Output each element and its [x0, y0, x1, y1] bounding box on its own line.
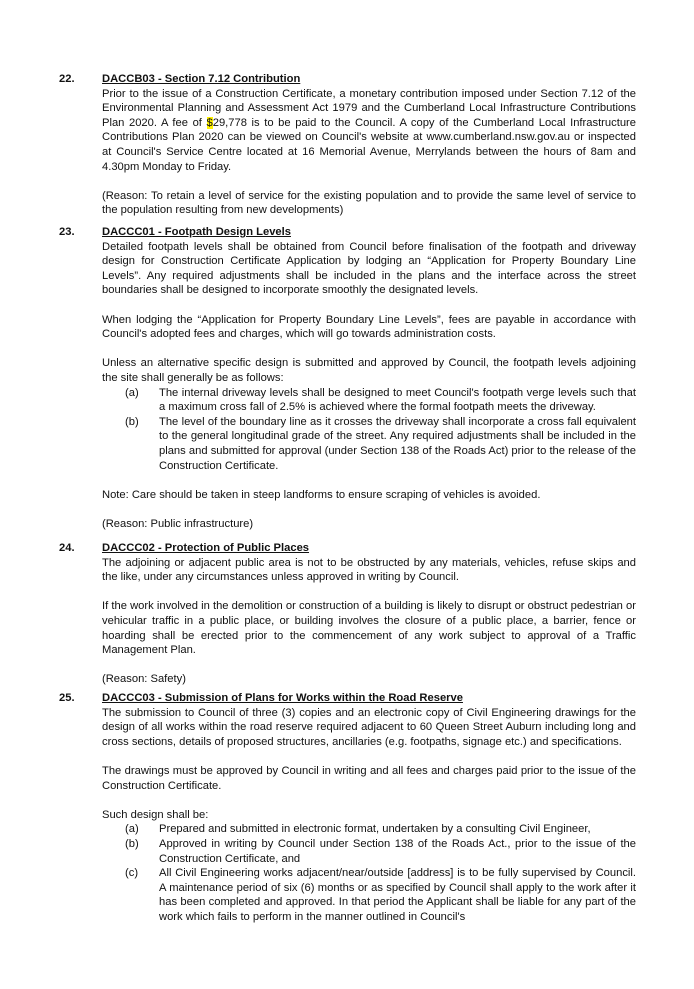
text-run: Prior to the issue of a Construction Certificate, a monetary contribution imposed under Section 7.12 of the Environmental Planning and Assessment Act 1979 and the Cumberland Local Infrastructure Contributions Plan 2020. A fee of: [102, 87, 636, 129]
list-item-label: (a): [125, 386, 139, 399]
list-item-label: (b): [125, 415, 139, 428]
list-item-text: Approved in writing by Council under Section 138 of the Roads Act., prior to the issue of the Construction Certificate, and: [159, 837, 636, 865]
clause-title: DACCC01 - Footpath Design Levels: [102, 226, 291, 238]
list-item-text: The level of the boundary line as it crosses the driveway shall incorporate a cross fall equivalent to the general longitudinal grade of the street. Any required adjustments shall be included in the plans and submitted for approval (under Section 138 of the Roads Act) prior to the release of the Construction Certificate.: [159, 415, 636, 472]
clause-body: [102, 225, 636, 531]
clause-title: DACCB03 - Section 7.12 Contribution: [102, 73, 301, 85]
highlighted-text: $: [206, 116, 213, 129]
clause-body: [102, 691, 636, 925]
clause-number: 22.: [59, 73, 75, 85]
clause-paragraph: Such design shall be:: [102, 808, 209, 821]
list-item-text: All Civil Engineering works adjacent/near/outside [address] is to be fully supervised by Council. A maintenance period of six (6) months or as specified by Council shall apply to the work after it has been completed and approved. In that period the Applicant shall be liable for any part of the work which fails to perform in the manner outlined in Council's: [159, 867, 636, 923]
clause-paragraph: If the work involved in the demolition or construction of a building is likely to disrupt or obstruct pedestrian or vehicular traffic in a public place, or building involves the closure of a public place, a barrier, fence or hoarding shall be erected prior to the commencement of any work subject to approval of a Traffic Management Plan.: [102, 600, 636, 657]
list-item: [102, 837, 636, 866]
list-item-label: (b): [125, 837, 139, 850]
clause-reason: (Reason: Public infrastructure): [102, 517, 254, 530]
clause-note: Note: Care should be taken in steep landforms to ensure scraping of vehicles is avoided.: [102, 488, 541, 501]
clause-body: [102, 541, 636, 687]
clause-title: DACCC02 - Protection of Public Places: [102, 542, 310, 554]
clause-reason: (Reason: To retain a level of service for the existing population and to provide the same level of service to the population resulting from new developments): [102, 189, 636, 217]
clause-body: [102, 72, 636, 218]
list-item-text: Prepared and submitted in electronic format, undertaken by a consulting Civil Engineer,: [159, 823, 591, 836]
list-item: [102, 822, 636, 837]
clause-reason: (Reason: Safety): [102, 673, 186, 686]
clause-paragraph: Detailed footpath levels shall be obtained from Council before finalisation of the footpath and driveway design for Construction Certificate Application by lodging an “Application for Property Boundary Line Levels”. Any required adjustments shall be included in the plans and the interface across the street boundaries shall be designed to incorporate smoothly the designated levels.: [102, 240, 636, 297]
clause-number: 23.: [59, 226, 75, 238]
list: [102, 822, 636, 924]
clause-paragraph: The submission to Council of three (3) copies and an electronic copy of Civil Engineering drawings for the design of all works within the road reserve required adjacent to 60 Queen Street Auburn including long and cross sections, details of proposed structures, ancillaries (e.g. footpaths, signage etc.) and specifications.: [102, 706, 636, 748]
clause-number: 24.: [59, 542, 75, 554]
clause-paragraph: [102, 87, 636, 175]
list-item-label: (a): [125, 823, 139, 836]
clause-paragraph: The adjoining or adjacent public area is not to be obstructed by any materials, vehicles, refuse skips and the like, under any circumstances unless approved in writing by Council.: [102, 556, 636, 584]
text-run: 29,778 is to be paid to the Council. A copy of the Cumberland Local Infrastructure Contributions Plan 2020 can be viewed on Council's website at www.cumberland.nsw.gov.au or inspected at Council's Service Centre located at 16 Memorial Avenue, Merrylands between the hours of 8am and 4.30pm Monday to Friday.: [102, 116, 636, 173]
clause-number: 25.: [59, 692, 75, 704]
list-item: [102, 415, 636, 473]
clause-title: DACCC03 - Submission of Plans for Works within the Road Reserve: [102, 692, 463, 704]
list: [102, 386, 636, 474]
list-item: [102, 386, 636, 415]
clause-paragraph: Unless an alternative specific design is submitted and approved by Council, the footpath levels adjoining the site shall generally be as follows:: [102, 357, 636, 384]
clause-paragraph: The drawings must be approved by Council in writing and all fees and charges paid prior to the issue of the Construction Certificate.: [102, 764, 636, 792]
list-item-label: (c): [125, 867, 139, 880]
list-item-text: The internal driveway levels shall be designed to meet Council's footpath verge levels such that a maximum cross fall of 2.5% is achieved where the formal footpath meets the driveway.: [159, 386, 636, 414]
clause-paragraph: When lodging the “Application for Property Boundary Line Levels”, fees are payable in accordance with Council's adopted fees and charges, which will go towards administration costs.: [102, 313, 636, 341]
list-item: [102, 866, 636, 924]
